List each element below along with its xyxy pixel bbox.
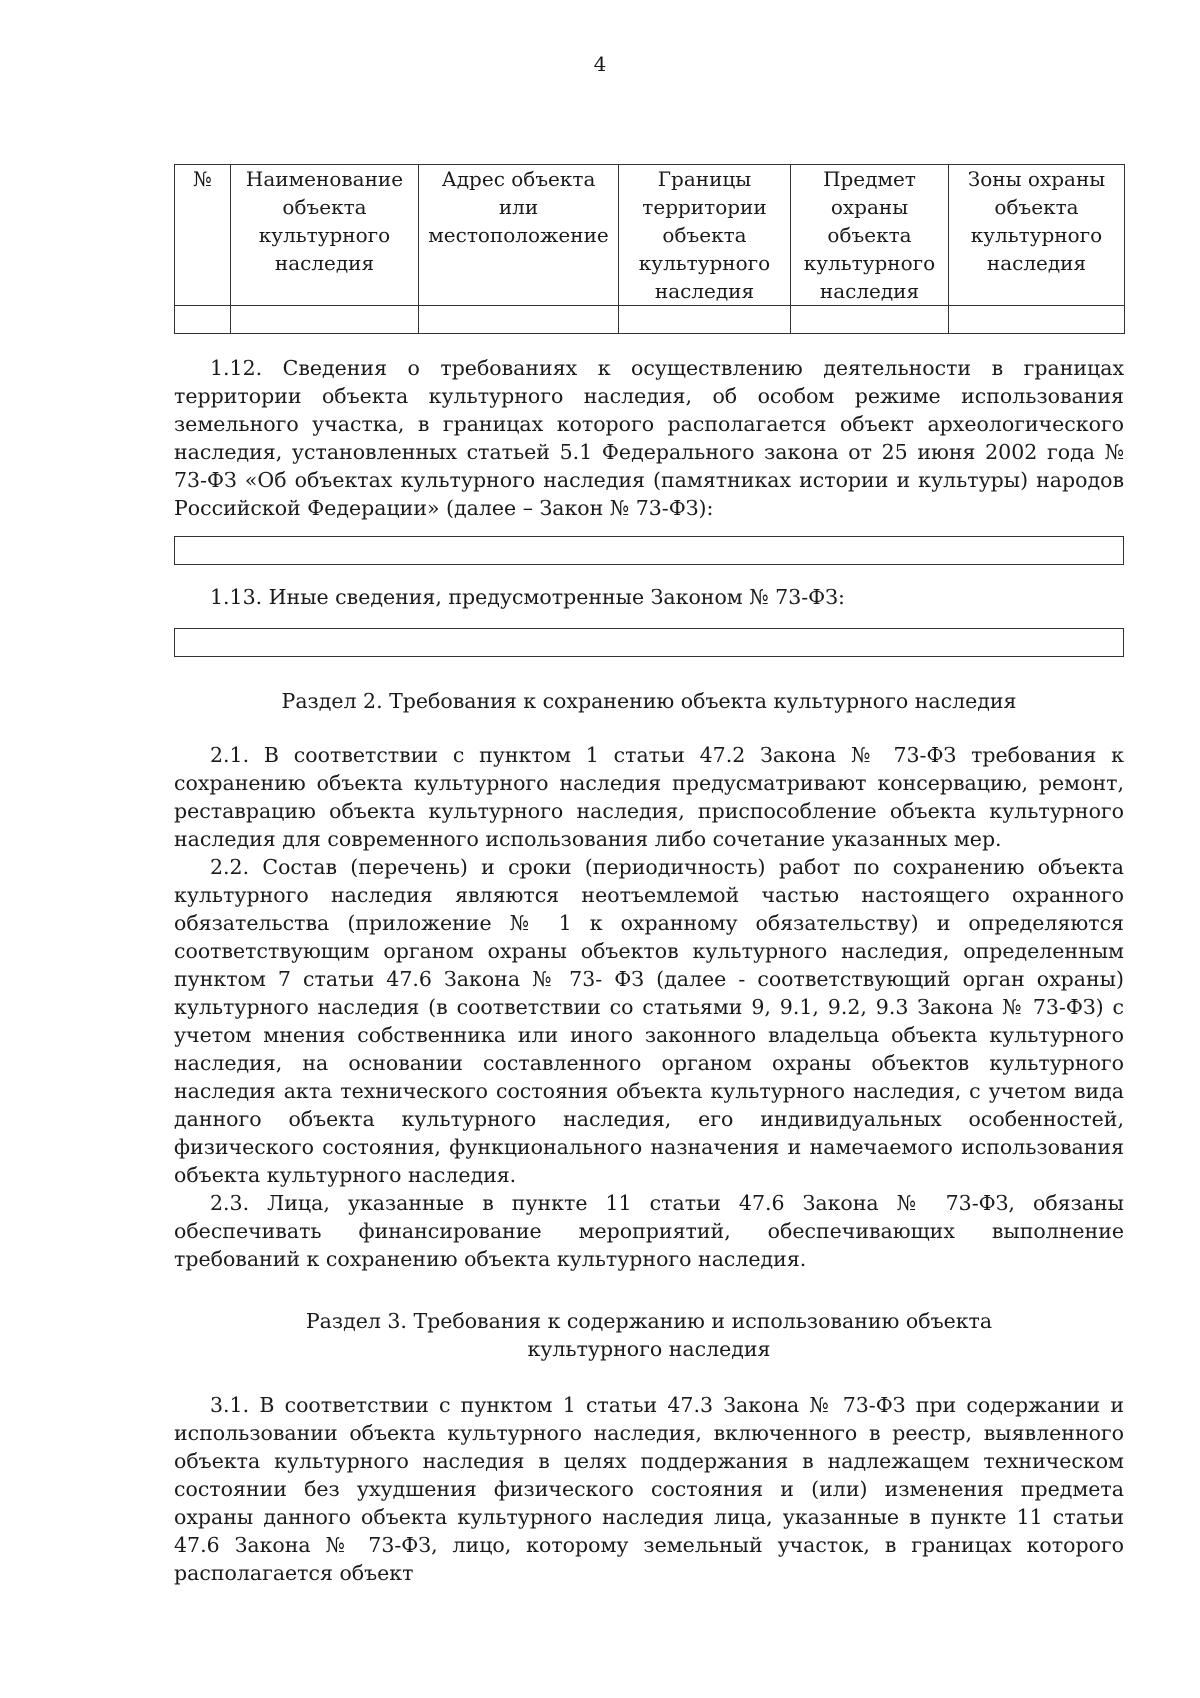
table-cell xyxy=(175,306,231,334)
section-3-title-line-2: культурного наследия xyxy=(527,1337,771,1361)
column-header-protection-zones: Зоны охраны объекта культурного наследия xyxy=(949,165,1125,306)
table-cell xyxy=(949,306,1125,334)
column-header-address: Адрес объекта или местоположение xyxy=(419,165,619,306)
table-row xyxy=(175,306,1125,334)
table-cell xyxy=(419,306,619,334)
table-cell xyxy=(619,306,791,334)
table-cell xyxy=(231,306,419,334)
paragraph-2-2: 2.2. Состав (перечень) и сроки (периодичность) работ по сохранению объекта культурного наследия являются неотъемлемой частью настоящего охранного обязательства (приложение № 1 к охранному обязательству) и определяются соответствующим органом охраны объектов культурного наследия, определенным пунктом 7 статьи 47.6 Закона № 73- ФЗ (далее - соответствующий орган охраны) культурного наследия (в соответствии со статьями 9, 9.1, 9.2, 9.3 Закона № 73-ФЗ) с учетом мнения собственника или иного законного владельца объекта культурного наследия, на основании составленного органом охраны объектов культурного наследия акта технического состояния объекта культурного наследия, с учетом вида данного объекта культурного наследия, его индивидуальных особенностей, физического состояния, функционального назначения и намечаемого использования объекта культурного наследия. xyxy=(174,855,1124,1187)
table-header-row xyxy=(175,165,1125,306)
paragraph-2-3: 2.3. Лица, указанные в пункте 11 статьи 47.6 Закона № 73-ФЗ, обязаны обеспечивать финансирование мероприятий, обеспечивающих выполнение требований к сохранению объекта культурного наследия. xyxy=(174,1191,1124,1271)
field-box-1-12 xyxy=(174,536,1124,565)
section-2-title: Раздел 2. Требования к сохранению объекта культурного наследия xyxy=(281,689,1017,713)
section-3-title-line-1: Раздел 3. Требования к содержанию и использованию объекта xyxy=(305,1309,993,1333)
column-header-number: № xyxy=(175,165,231,306)
page-number: 4 xyxy=(593,52,607,76)
document-body xyxy=(174,164,1124,1587)
paragraph-2-1: 2.1. В соответствии с пунктом 1 статьи 47.2 Закона № 73-ФЗ требования к сохранению объекта культурного наследия предусматривают консервацию, ремонт, реставрацию объекта культурного наследия, приспособление объекта культурного наследия для современного использования либо сочетание указанных мер. xyxy=(174,743,1124,851)
field-box-1-13 xyxy=(174,628,1124,657)
heritage-objects-table xyxy=(174,164,1125,334)
table-cell xyxy=(791,306,949,334)
paragraph-1-13: 1.13. Иные сведения, предусмотренные Законом № 73-ФЗ: xyxy=(210,585,845,609)
column-header-name: Наименование объекта культурного наследия xyxy=(231,165,419,306)
section-3-title xyxy=(174,1307,1124,1363)
column-header-protection-subject: Предмет охраны объекта культурного наследия xyxy=(791,165,949,306)
paragraph-3-1: 3.1. В соответствии с пунктом 1 статьи 47.3 Закона № 73-ФЗ при содержании и использовании объекта культурного наследия, включенного в реестр, выявленного объекта культурного наследия в целях поддержания в надлежащем техническом состоянии без ухудшения физического состояния и (или) изменения предмета охраны данного объекта культурного наследия лица, указанные в пункте 11 статьи 47.6 Закона № 73-ФЗ, лицо, которому земельный участок, в границах которого располагается объект xyxy=(174,1393,1124,1585)
column-header-boundaries: Границы территории объекта культурного наследия xyxy=(619,165,791,306)
paragraph-1-12: 1.12. Сведения о требованиях к осуществлению деятельности в границах территории объекта культурного наследия, об особом режиме использования земельного участка, в границах которого располагается объект археологического наследия, установленных статьей 5.1 Федерального закона от 25 июня 2002 года № 73-ФЗ «Об объектах культурного наследия (памятниках истории и культуры) народов Российской Федерации» (далее – Закон № 73-ФЗ): xyxy=(174,356,1124,520)
